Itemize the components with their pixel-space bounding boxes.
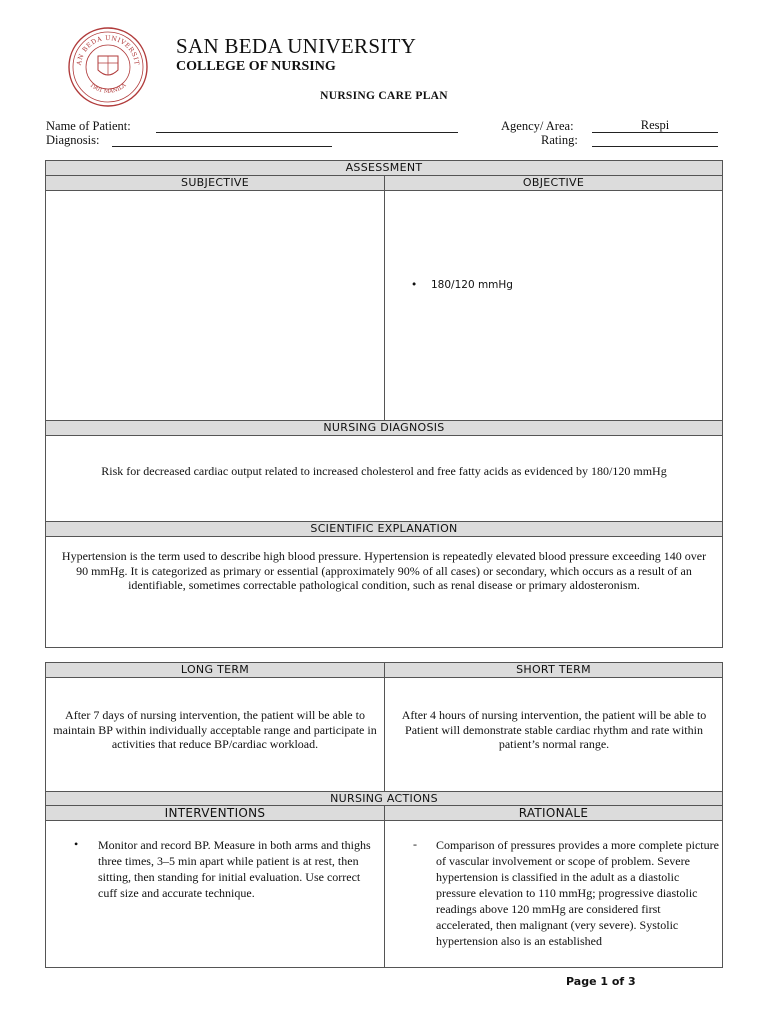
rationale-header: RATIONALE bbox=[384, 806, 722, 821]
subjective-header: SUBJECTIVE bbox=[46, 176, 384, 191]
interventions-header: INTERVENTIONS bbox=[46, 806, 384, 821]
goals-actions-table bbox=[45, 662, 723, 968]
rating-label: Rating: bbox=[541, 133, 578, 147]
intervention-text: Monitor and record BP. Measure in both arms and thighs three times, 3–5 min apart while patient is at rest, then sitting, then standing for initial evaluation. Use correct cuff size and accurate technique. bbox=[98, 838, 371, 900]
rationale-text: Comparison of pressures provides a more complete picture of vascular involvement or scope of problem. Severe hypertension is classified in the adult as a diastolic pressure elevation to 110 mmHg; progressive diastolic readings above 120 mmHg are considered first accelerated, then malignant (very severe). Systolic hypertension also is an established bbox=[436, 838, 719, 948]
patient-name-field[interactable] bbox=[156, 118, 458, 133]
seal-text-bottom: 1901 MANILA bbox=[88, 82, 128, 95]
objective-cell[interactable] bbox=[384, 191, 723, 420]
scientific-explanation-cell[interactable] bbox=[46, 537, 722, 647]
long-term-header: LONG TERM bbox=[46, 663, 384, 678]
form-title: NURSING CARE PLAN bbox=[320, 90, 448, 102]
subjective-cell[interactable] bbox=[46, 191, 384, 420]
assessment-header: ASSESSMENT bbox=[46, 161, 722, 176]
rationale-dash: - bbox=[413, 837, 417, 851]
nursing-diagnosis-header: NURSING DIAGNOSIS bbox=[46, 420, 722, 436]
short-term-text: After 4 hours of nursing intervention, the patient will be able to Patient will demonstrate stable cardiac rhythm and rate within patient’s normal range. bbox=[401, 708, 707, 751]
nursing-actions-header: NURSING ACTIONS bbox=[46, 791, 722, 806]
long-term-text: After 7 days of nursing intervention, the patient will be able to maintain BP within individually acceptable range and participate in activities that reduce BP/cardiac workload. bbox=[53, 708, 377, 751]
long-term-cell[interactable] bbox=[46, 678, 384, 791]
agency-field[interactable]: Respi bbox=[592, 118, 718, 133]
page-number: Page 1 of 3 bbox=[566, 975, 636, 988]
rationale-cell[interactable] bbox=[384, 821, 723, 967]
university-name: SAN BEDA UNIVERSITY bbox=[176, 34, 417, 58]
objective-header: OBJECTIVE bbox=[384, 176, 722, 191]
objective-item: • 180/120 mmHg bbox=[411, 279, 513, 291]
rating-field[interactable] bbox=[592, 132, 718, 147]
scientific-explanation-text: Hypertension is the term used to describe high blood pressure. Hypertension is repeatedly elevated blood pressure exceeding 140 over 90 mmHg. It is categorized as primary or essential (approximately 90% of all cases) or secondary, which occurs as a result of an identifiable, sometimes correctable pathological condition, such as renal disease or primary aldosteronism. bbox=[61, 549, 707, 592]
diagnosis-field[interactable] bbox=[112, 132, 332, 147]
short-term-cell[interactable] bbox=[384, 678, 723, 791]
seal-text-top: AN BEDA UNIVERSIT bbox=[75, 34, 141, 66]
intervention-bullet: • bbox=[74, 837, 79, 851]
scientific-explanation-header: SCIENTIFIC EXPLANATION bbox=[46, 521, 722, 537]
interventions-cell[interactable] bbox=[46, 821, 384, 967]
short-term-header: SHORT TERM bbox=[384, 663, 722, 678]
assessment-table bbox=[45, 160, 723, 648]
nursing-diagnosis-cell[interactable] bbox=[46, 436, 722, 521]
college-name: COLLEGE OF NURSING bbox=[176, 59, 336, 74]
diagnosis-label: Diagnosis: bbox=[46, 133, 100, 147]
patient-name-label: Name of Patient: bbox=[46, 119, 131, 133]
agency-label: Agency/ Area: bbox=[501, 119, 574, 133]
nursing-diagnosis-text: Risk for decreased cardiac output related to increased cholesterol and free fatty acids as evidenced by 180/120 mmHg bbox=[101, 464, 667, 478]
